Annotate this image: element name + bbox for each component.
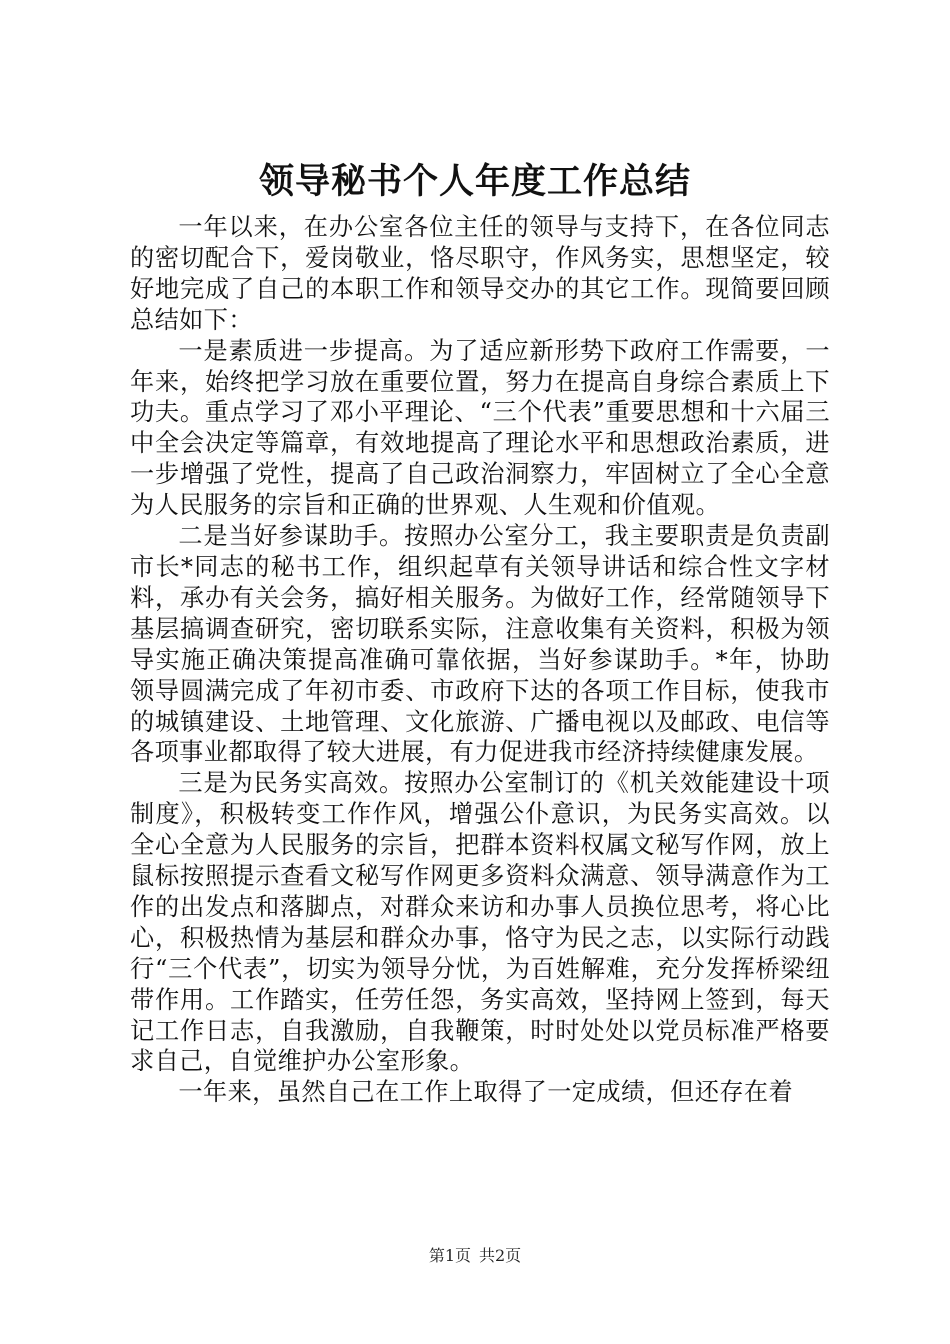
page-number: 第1页 — [428, 1246, 471, 1265]
paragraph-advisor: 二是当好参谋助手。按照办公室分工，我主要职责是负责副市长*同志的秘书工作，组织起草有关领导讲话和综合性文字材料，承办有关会务，搞好相关服务。为做好工作，经常随领导下基层搞调查研究，密切联系实际，注意收集有关资料，积极为领导实施正确决策提高准确可靠依据，当好参谋助手。*年，协助领导圆满完成了年初市委、市政府下达的各项工作目标，使我市的城镇建设、土地管理、文化旅游、广播电视以及邮政、电信等各项事业都取得了较大进展，有力促进我市经济持续健康发展。 — [130, 522, 830, 767]
paragraph-intro: 一年以来，在办公室各位主任的领导与支持下，在各位同志的密切配合下，爱岗敬业，恪尽职守，作风务实，思想坚定，较好地完成了自己的本职工作和领导交办的其它工作。现简要回顾总结如下： — [130, 213, 830, 334]
paragraph-service: 三是为民务实高效。按照办公室制订的《机关效能建设十项制度》，积极转变工作作风，增强公仆意识，为民务实高效。以全心全意为人民服务的宗旨，把群本资料权属文秘写作网，放上鼠标按照提示查看文秘写作网更多资料众满意、领导满意作为工作的出发点和落脚点，对群众来访和办事人员换位思考，将心比心，积极热情为基层和群众办事，恪守为民之志，以实际行动践行“三个代表”，切实为领导分忧，为百姓解难，充分发挥桥梁纽带作用。工作踏实，任劳任怨，务实高效，坚持网上签到，每天记工作日志，自我激励，自我鞭策，时时处处以党员标准严格要求自己，自觉维护办公室形象。 — [130, 769, 830, 1076]
paragraph-quality: 一是素质进一步提高。为了适应新形势下政府工作需要，一年来，始终把学习放在重要位置，努力在提高自身综合素质上下功夫。重点学习了邓小平理论、“三个代表”重要思想和十六届三中全会决定等篇章，有效地提高了理论水平和思想政治素质，进一步增强了党性，提高了自己政治洞察力，牢固树立了全心全意为人民服务的宗旨和正确的世界观、人生观和价值观。 — [130, 336, 830, 520]
document-title: 领导秘书个人年度工作总结 — [258, 161, 691, 202]
document-body — [130, 212, 830, 1108]
page-footer — [0, 1245, 950, 1267]
paragraph-conclusion: 一年来，虽然自己在工作上取得了一定成绩，但还存在着 — [178, 1078, 794, 1107]
page-total: 共2页 — [479, 1246, 522, 1265]
